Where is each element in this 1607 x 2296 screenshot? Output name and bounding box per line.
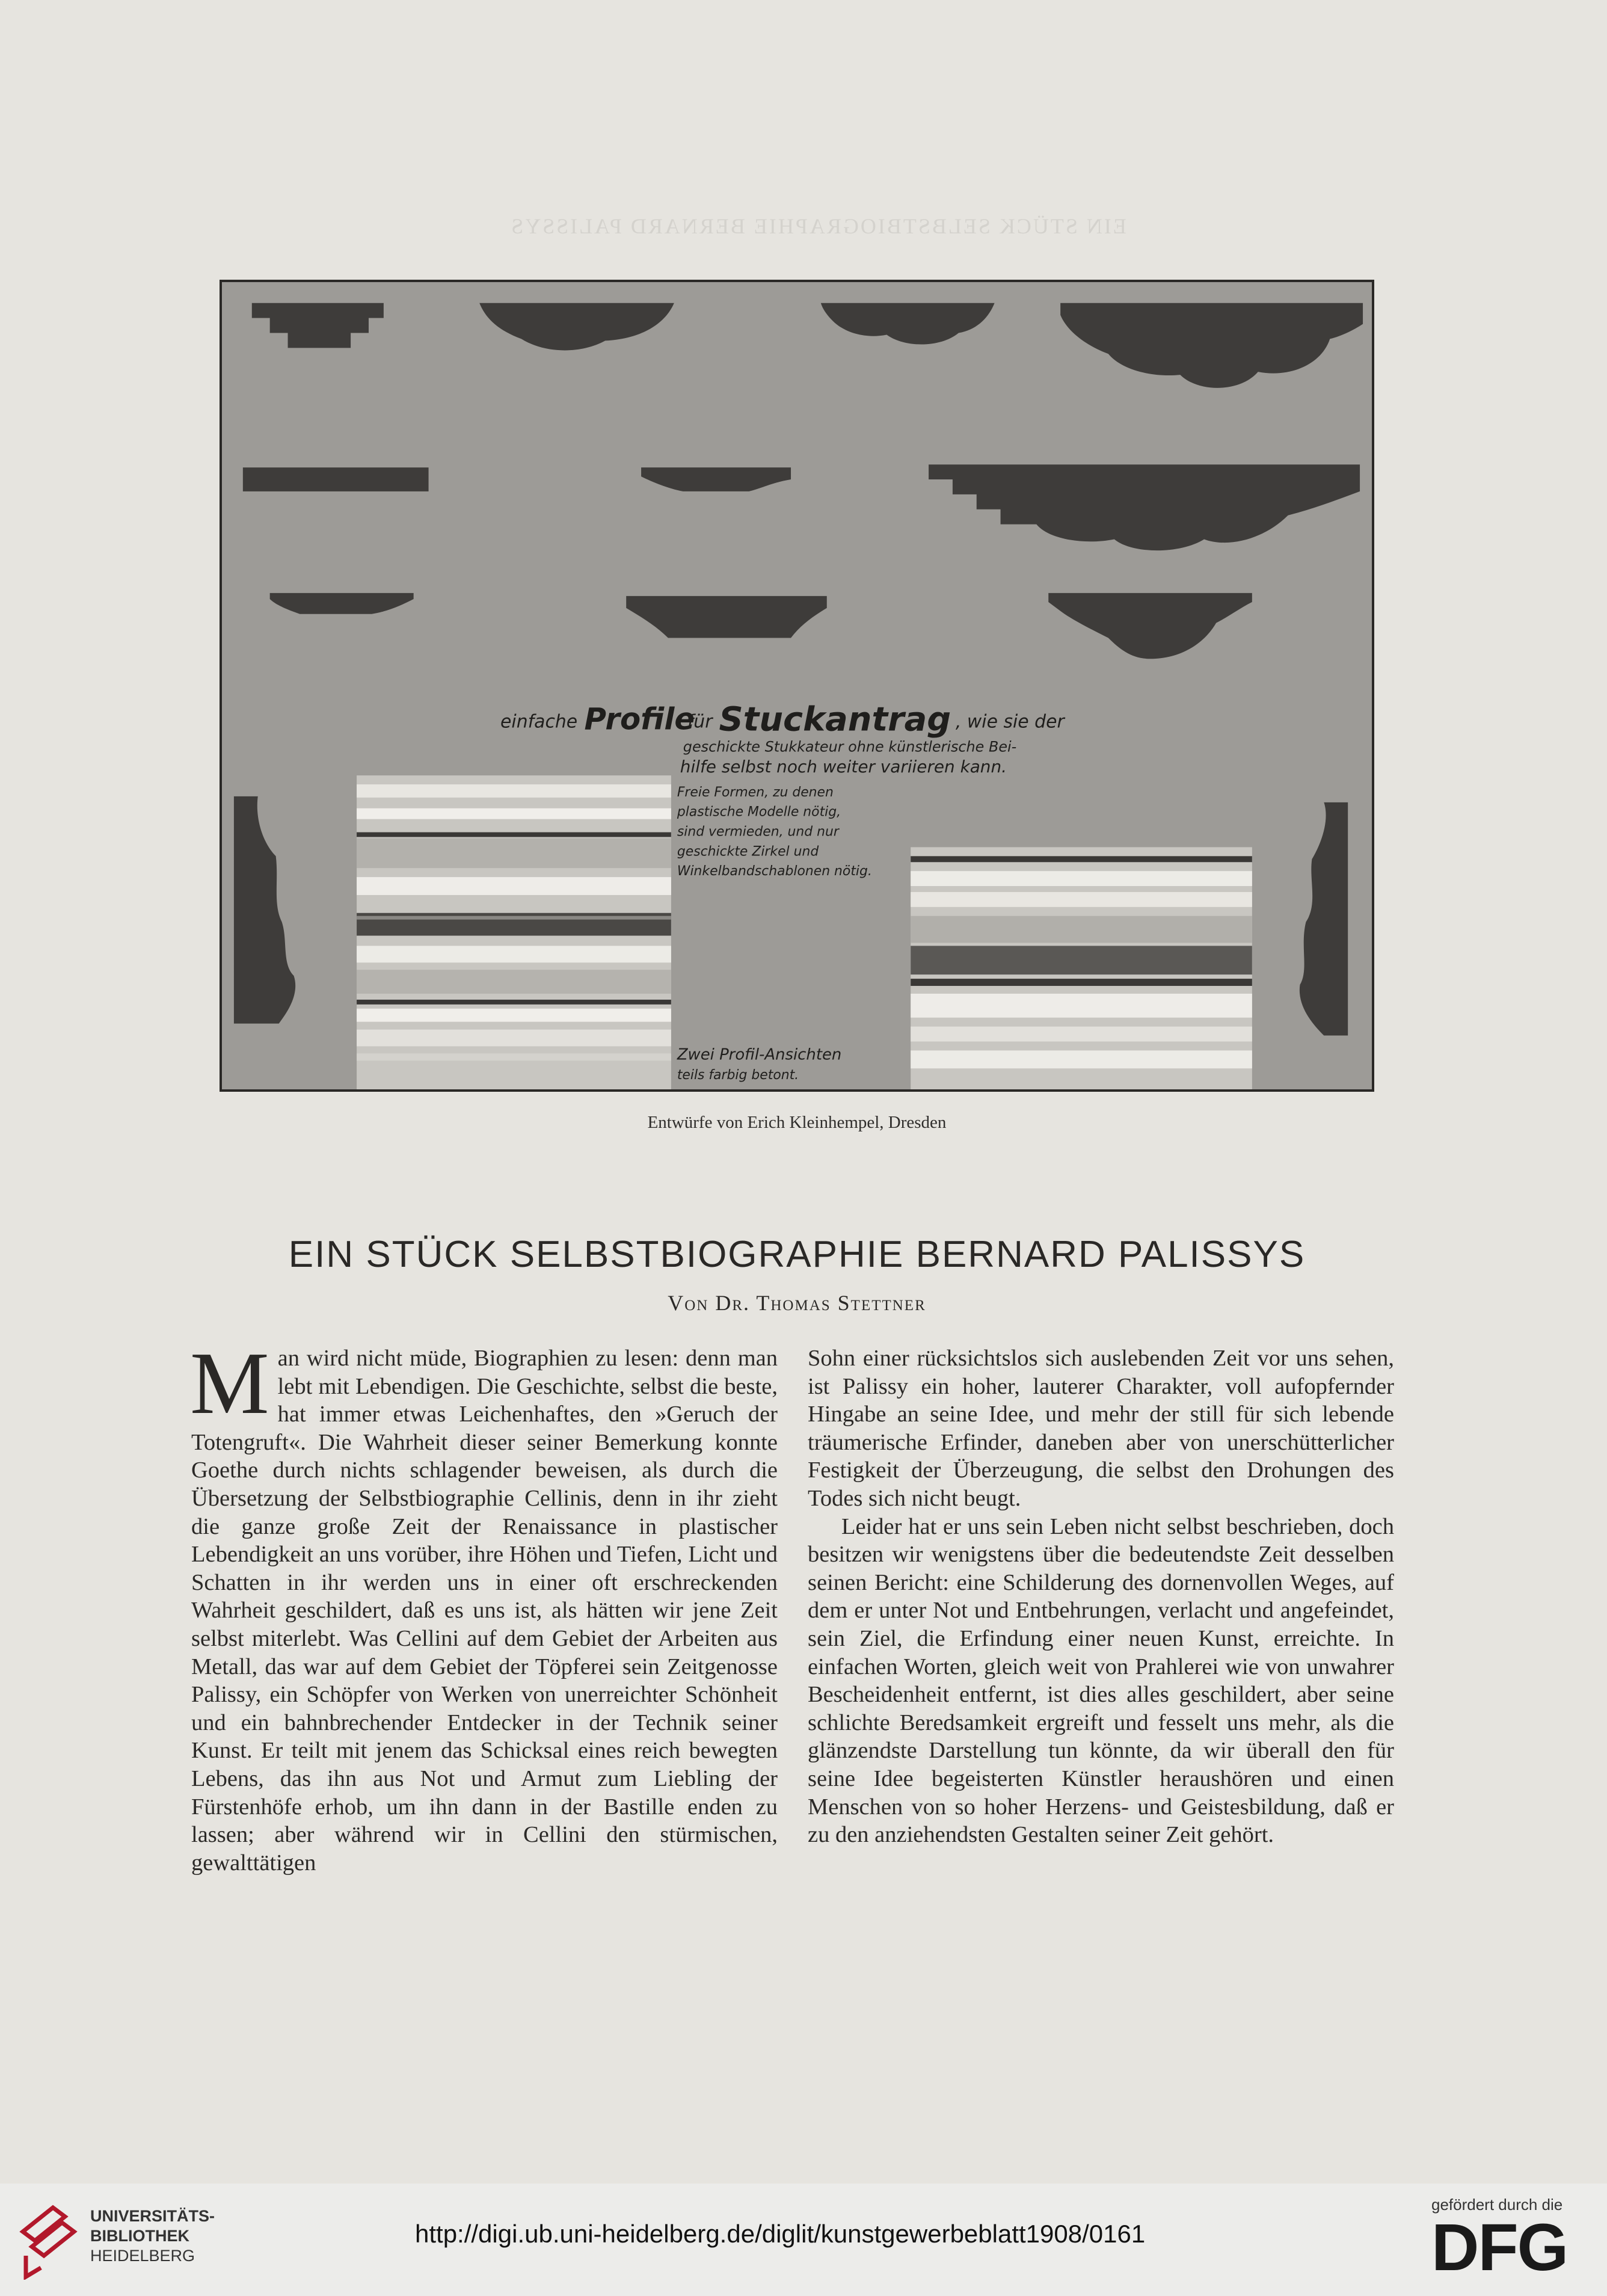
right-profile-panel — [911, 847, 1252, 1089]
drop-cap: M — [190, 1334, 269, 1433]
permalink-url[interactable]: http://digi.ub.uni-heidelberg.de/diglit/kunstgewerbeblatt1908/0161 — [415, 2220, 1146, 2248]
article-author: Von Dr. Thomas Stettner — [668, 1291, 926, 1315]
figure-caption: Entwürfe von Erich Kleinhempel, Dresden — [647, 1113, 947, 1132]
library-name: UNIVERSITÄTS- BIBLIOTHEK HEIDELBERG — [90, 2207, 215, 2265]
stucco-profiles-drawing — [222, 282, 1372, 1089]
paragraph: Sohn einer rücksichtslos sich auslebenden Zeit vor uns sehen, ist Palissy ein hoher, lauterer Charakter, voll aufopfernder Hingabe an seine Idee, und mehr der still für sich lebende träumerische Erfinder, daneben aber von unerschütterlicher Festigkeit der Überzeugung, die selbst den Drohungen des Todes sich nicht beugt. — [808, 1346, 1394, 1511]
svg-text:sind vermieden, und nur: sind vermieden, und nur — [677, 824, 839, 840]
profile-band — [243, 467, 429, 491]
svg-text:geschickte Stukkateur ohne kün: geschickte Stukkateur ohne künstlerische Bei- — [683, 738, 1017, 756]
svg-text:Freie Formen, zu denen: Freie Formen, zu denen — [677, 784, 834, 800]
left-profile-panel — [357, 775, 671, 1089]
text-column-right — [808, 1344, 1394, 1849]
dfg-logo: DFG — [1431, 2211, 1568, 2285]
svg-text:geschickte Zirkel und: geschickte Zirkel und — [677, 844, 819, 860]
svg-text:Stuckantrag: Stuckantrag — [719, 700, 951, 739]
bleed-through-running-head: EIN STÜCK SELBSTBIOGRAPHIE BERNARD PALISSYS — [509, 214, 1126, 238]
funded-by-label: gefördert durch die — [1431, 2196, 1563, 2214]
illustration-plate — [220, 280, 1374, 1092]
svg-text:für: für — [687, 711, 713, 733]
svg-text:Zwei Profil-Ansichten: Zwei Profil-Ansichten — [677, 1045, 842, 1064]
svg-text:Profile: Profile — [584, 701, 695, 737]
svg-text:teils farbig betont.: teils farbig betont. — [677, 1068, 799, 1083]
svg-text:einfache: einfache — [500, 711, 578, 733]
svg-text:hilfe selbst noch weiter varii: hilfe selbst noch weiter variieren kann. — [680, 757, 1007, 777]
text-column-left — [190, 1334, 778, 1877]
svg-text:plastische Modelle nötig,: plastische Modelle nötig, — [677, 804, 841, 820]
svg-text:, wie sie der: , wie sie der — [955, 711, 1065, 733]
svg-text:Winkelbandschablonen nötig.: Winkelbandschablonen nötig. — [677, 864, 872, 879]
paragraph: an wird nicht müde, Biographien zu lesen: denn man lebt mit Lebendigen. Die Geschichte, selbst die beste, hat immer etwas Leichenhaftes, den »Geruch der Totengruft«. Die Wahrheit dieser seiner Bemerkung konnte Goethe durch nichts schlagender beweisen, als durch die Übersetzung der Selbstbiographie Cellinis, denn in ihr zieht die ganze große Zeit der Renaissance in plastischer Lebendigkeit an uns vorüber, ihre Höhen und Tiefen, Licht und Schatten in ihr werden uns in einer oft erschreckenden Wahrheit geschildert, daß es uns ist, als hätten wir jene Zeit selbst miterlebt. Was Cellini auf dem Gebiet der Arbeiten aus Metall, das war auf dem Gebiet der Töpferei sein Zeitgenosse Palissy, ein Schöpfer von Werken von unerreichter Schönheit und ein bahnbrechender Entdecker in der Technik seiner Kunst. Er teilt mit jenem das Schicksal eines reich bewegten Lebens, das ihn aus Not und Armut zum Liebling der Fürstenhöfe erhob, um ihn dann in der Bastille enden zu lassen; aber während wir in Cellini den stürmischen, gewalttätigen — [191, 1346, 778, 1876]
library-logo-icon — [17, 2196, 83, 2280]
paragraph: Leider hat er uns sein Leben nicht selbst beschrieben, doch besitzen wir wenigstens über die bedeutendste Zeit desselben seinen Bericht: eine Schilderung des dornenvollen Weges, auf dem er unter Not und Entbehrungen, verlacht und angefeindet, sein Ziel, die Erfindung einer neuen Kunst, erreichte. In einfachen Worten, gleich weit von Prahlerei wie von unwahrer Bescheidenheit entfernt, ist dies alles geschildert, aber seine schlichte Beredsamkeit ergreift und fesselt uns mehr, als die glänzendste Darstellung tun könnte, da wir überall den für seine Idee begeisterten Künstler heraushören und einen Menschen von so hoher Herzens- und Geistesbildung, daß er zu den anziehendsten Gestalten seiner Zeit gehört. — [808, 1513, 1394, 1848]
article-title: EIN STÜCK SELBSTBIOGRAPHIE BERNARD PALISSYS — [288, 1234, 1306, 1275]
